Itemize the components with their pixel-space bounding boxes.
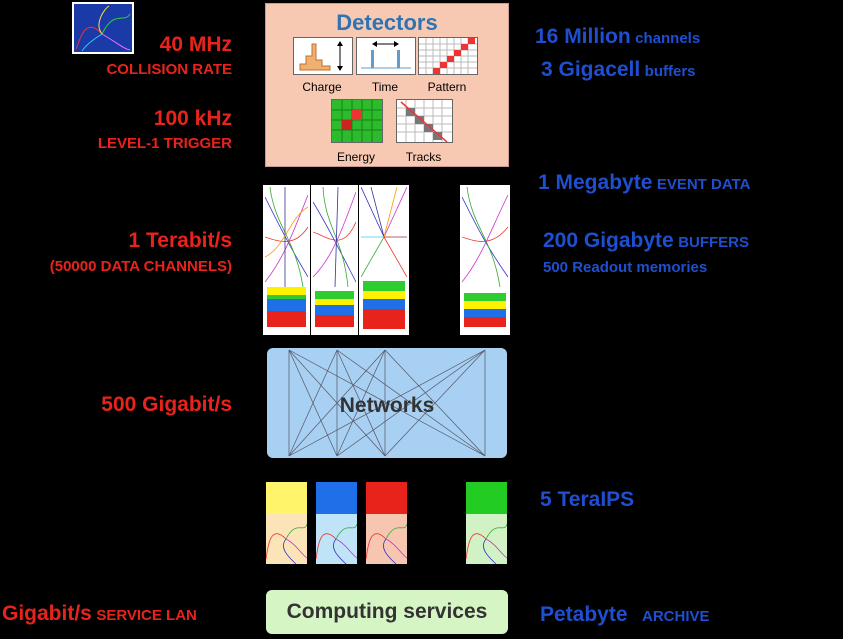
pattern-grid-icon [418,37,478,75]
channels-line [535,25,700,49]
cpu-node-display [366,514,407,564]
cpu-node-header [466,482,507,514]
buffers-label: buffers [644,63,696,80]
archive-label: ARCHIVE [642,608,710,625]
archive-line [540,603,710,627]
caption-tracks: Tracks [405,150,442,164]
cpu-node-display [466,514,507,564]
time-pulse-icon [356,37,416,75]
cpu-node-display [266,514,307,564]
archive-value: Petabyte [540,603,628,626]
cpu-node-header [266,482,307,514]
computing-services-label: Computing services [286,600,488,623]
trigger-value: 100 kHz [153,107,232,130]
caption-charge: Charge [302,80,342,94]
cpu-node-display [316,514,357,564]
caption-time: Time [371,80,399,94]
service-value: Gigabit/s [2,602,92,625]
event-data-line [538,171,750,195]
readout-rate-label: (50000 DATA CHANNELS) [49,258,232,275]
event-value: 1 Megabyte [538,171,653,194]
service-label: SERVICE LAN [96,607,197,624]
trigger-label: LEVEL-1 TRIGGER [97,135,232,152]
collision-rate-value: 40 MHz [159,33,232,56]
cpu-node-header [366,482,407,514]
channels-label: channels [635,30,701,47]
readout-buffers-label: BUFFERS [678,234,750,251]
detectors-box [265,3,509,167]
readout-panel [311,185,358,335]
buffers-line [541,58,696,82]
readout-panel [460,185,510,335]
compute-rate: 5 TeraIPS [540,488,635,511]
networks-label: Networks [339,394,435,417]
caption-pattern: Pattern [427,80,467,94]
detectors-title: Detectors [336,10,438,35]
energy-calorimeter-icon [331,99,383,143]
network-rate: 500 Gigabit/s [101,393,232,416]
collision-rate-label: COLLISION RATE [106,61,232,78]
caption-energy: Energy [336,150,376,164]
service-lan [2,602,234,626]
readout-rate-value: 1 Terabit/s [128,229,232,252]
tracks-grid-icon [396,99,453,143]
readout-buffers-value: 200 Gigabyte [543,229,674,252]
channels-value: 16 Million [535,25,631,48]
cpu-node-header [316,482,357,514]
readout-memories: 500 Readout memories [543,259,708,276]
charge-histogram-icon [293,37,353,75]
readout-buffers-line [543,229,749,253]
event-label: EVENT DATA [656,176,751,193]
buffers-value: 3 Gigacell [541,58,641,81]
computing-services-box [266,590,508,634]
networks-box [267,348,507,458]
readout-panel [359,185,409,335]
readout-panel [263,185,310,335]
